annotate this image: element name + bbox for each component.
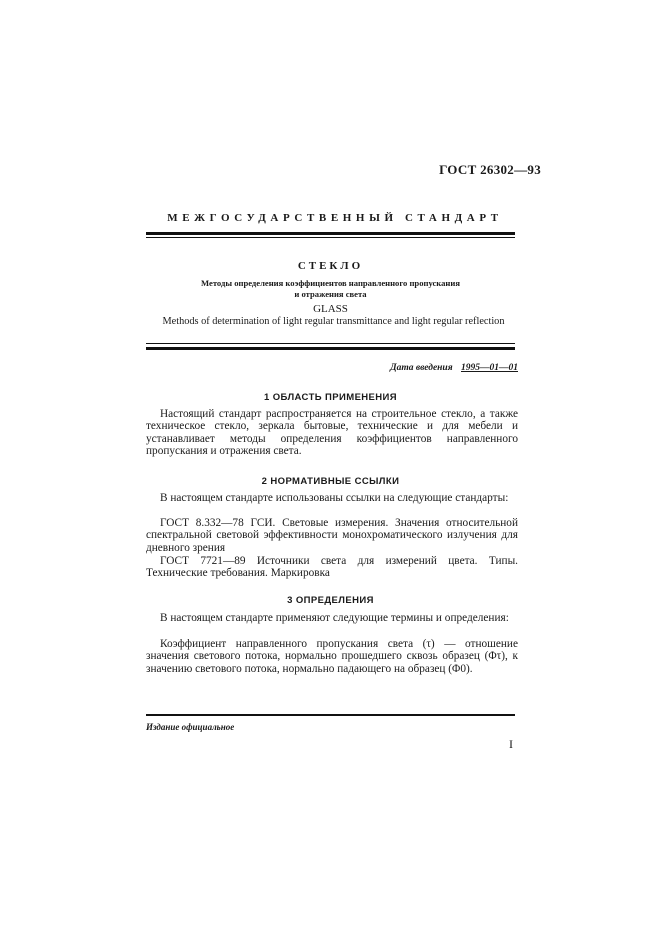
header-divider-thin xyxy=(146,237,515,238)
footer-divider xyxy=(146,714,515,716)
section-paragraph: ГОСТ 7721—89 Источники света для измерений цвета. Типы. Технические требования. Маркировка xyxy=(146,555,518,580)
subtitle-en: Methods of determination of light regular transmittance and light regular reflection xyxy=(162,316,505,327)
title-ru: СТЕКЛО xyxy=(297,260,364,272)
interstate-standard-heading: МЕЖГОСУДАРСТВЕННЫЙ СТАНДАРТ xyxy=(167,212,503,224)
subtitle-ru-line2: и отражения света xyxy=(294,288,367,299)
section-heading-scope: 1 ОБЛАСТЬ ПРИМЕНЕНИЯ xyxy=(263,392,398,403)
intro-date-value: 1995—01—01 xyxy=(461,363,518,373)
section-paragraph: В настоящем стандарте использованы ссылки на следующие стандарты: xyxy=(160,492,509,504)
subtitle-ru-line1: Методы определения коэффициентов направленного пропускания xyxy=(201,278,460,288)
header-divider-thick xyxy=(146,232,515,235)
title-divider-thick xyxy=(146,347,515,350)
section-heading-definitions: 3 ОПРЕДЕЛЕНИЯ xyxy=(287,595,374,606)
intro-date-label: Дата введения xyxy=(390,363,453,373)
section-heading-references: 2 НОРМАТИВНЫЕ ССЫЛКИ xyxy=(261,476,400,487)
official-edition-label: Издание официальное xyxy=(146,722,235,732)
section-paragraph: ГОСТ 8.332—78 ГСИ. Световые измерения. Значения относительной спектральной световой эффективности монохроматического излучения для дневного зрения xyxy=(146,517,518,554)
title-en: GLASS xyxy=(313,303,348,315)
section-paragraph: Настоящий стандарт распространяется на строительное стекло, а также техническое стекло, зеркала бытовые, технические и для мебели и устанавливает методы определения коэффициентов направленного пропускания и отражения света. xyxy=(146,408,518,457)
section-paragraph: В настоящем стандарте применяют следующие термины и определения: xyxy=(160,612,509,624)
section-paragraph: Коэффициент направленного пропускания света (τ) — отношение значения светового потока, нормально прошедшего сквозь образец (Φτ), к значению светового потока, нормально падающего на образец (Φ0). xyxy=(146,638,518,675)
intro-date xyxy=(300,363,518,373)
title-divider-thin xyxy=(146,343,515,344)
subtitle-ru xyxy=(146,278,515,299)
gost-number: ГОСТ 26302—93 xyxy=(439,162,541,177)
page-number: I xyxy=(509,737,513,751)
